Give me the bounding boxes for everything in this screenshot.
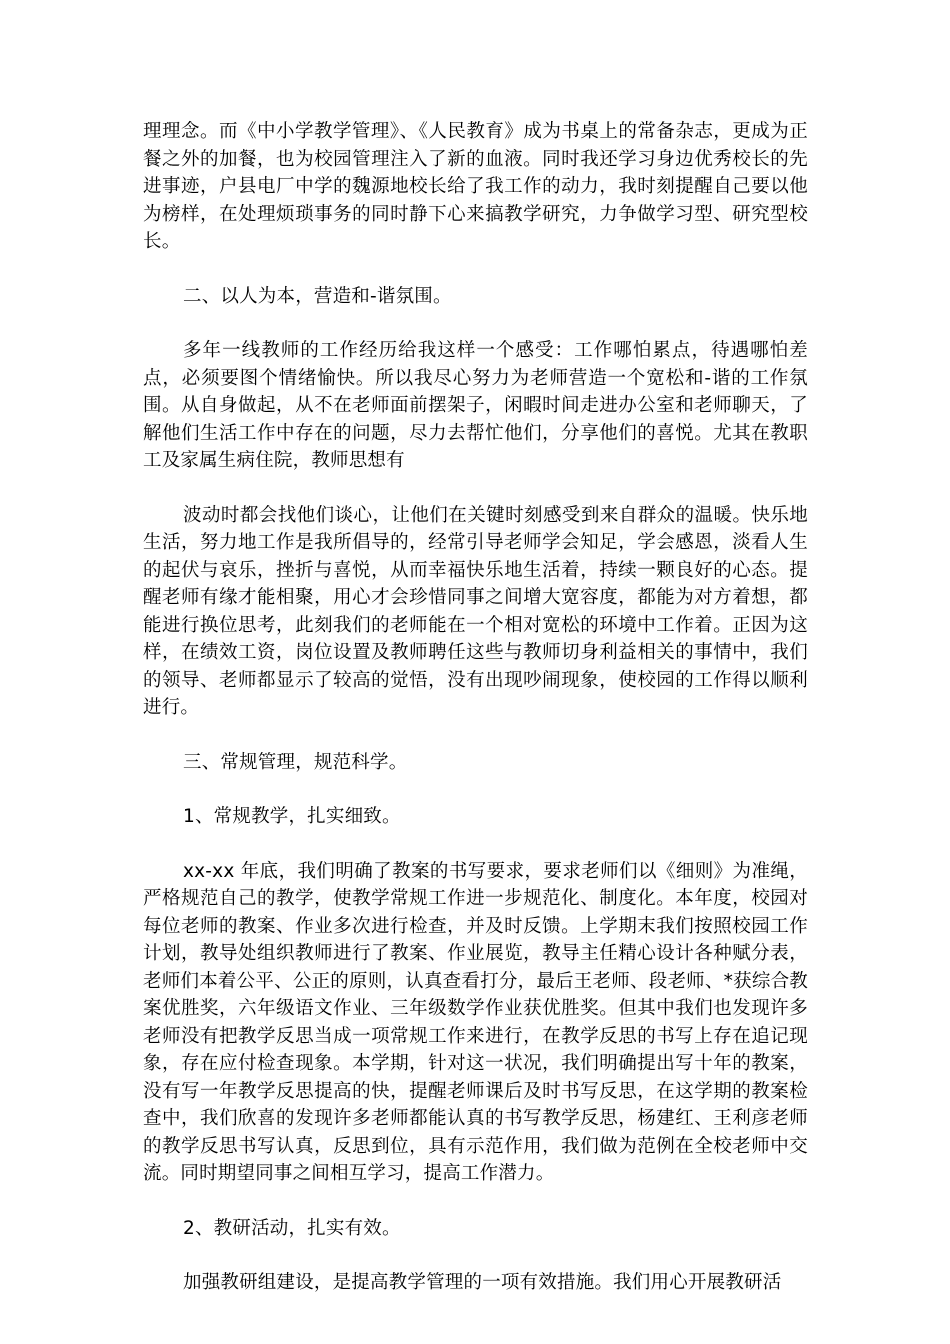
paragraph-lesson-plans: xx-xx 年底，我们明确了教案的书写要求，要求老师们以《细则》为准绳，严格规范自己的教学，使教学常规工作进一步规范化、制度化。本年度，校园对每位老师的教案、作业多次进行检查，并及时反馈。上学期末我们按照校园工作计划，教导处组织教师进行了教案、作业展览，教导主任精心设计各种赋分表，老师们本着公平、公正的原则，认真查看打分，最后王老师、段老师、*获综合教案优胜奖，六年级语文作业、三年级数学作业获优胜奖。但其中我们也发现许多老师没有把教学反思当成一项常规工作来进行，在教学反思的书写上存在追记现象，存在应付检查现象。本学期，针对这一状况，我们明确提出写十年的教案，没有写一年教学反思提高的快，提醒老师课后及时书写反思，在这学期的教案检查中，我们欣喜的发现许多老师都能认真的书写教学反思，杨建红、王利彦老师的教学反思书写认真，反思到位，具有示范作用，我们做为范例在全校老师中交流。同时期望同事之间相互学习，提高工作潜力。	[143, 860, 808, 1184]
section-heading-3: 三、常规管理，规范科学。	[183, 751, 408, 773]
paragraph-teaching-research: 加强教研组建设，是提高教学管理的一项有效措施。我们用心开展教研活	[183, 1272, 782, 1293]
section-heading-2: 二、以人为本，营造和-谐氛围。	[183, 285, 452, 307]
subsection-heading-2: 2、教研活动，扎实有效。	[183, 1217, 401, 1239]
document-page	[143, 118, 808, 1324]
paragraph-teacher-experience: 多年一线教师的工作经历给我这样一个感受：工作哪怕累点，待遇哪怕差点，必须要图个情绪愉快。所以我尽心努力为老师营造一个宽松和-谐的工作氛围。从自身做起，从不在老师面前摆架子，闲暇时间走进办公室和老师聊天，了解他们生活工作中存在的问题，尽力去帮忙他们，分享他们的喜悦。尤其在教职工及家属生病住院，教师思想有	[143, 340, 808, 471]
paragraph-continuation: 理理念。而《中小学教学管理》、《人民教育》成为书桌上的常备杂志，更成为正餐之外的加餐，也为校园管理注入了新的血液。同时我还学习身边优秀校长的先进事迹，户县电厂中学的魏源地校长给了我工作的动力，我时刻提醒自己要以他为榜样，在处理烦琐事务的同时静下心来搞教学研究，力争做学习型、研究型校长。	[143, 121, 808, 252]
paragraph-caring-teachers: 波动时都会找他们谈心，让他们在关键时刻感受到来自群众的温暖。快乐地生活，努力地工作是我所倡导的，经常引导老师学会知足，学会感恩，淡看人生的起伏与哀乐，挫折与喜悦，从而幸福快乐地生活着，持续一颗良好的心态。提醒老师有缘才能相聚，用心才会珍惜同事之间增大宽容度，都能为对方着想，都能进行换位思考，此刻我们的老师能在一个相对宽松的环境中工作着。正因为这样，在绩效工资，岗位设置及教师聘任这些与教师切身利益相关的事情中，我们的领导、老师都显示了较高的觉悟，没有出现吵闹现象，使校园的工作得以顺利进行。	[143, 504, 808, 718]
subsection-heading-1: 1、常规教学，扎实细致。	[183, 806, 401, 827]
